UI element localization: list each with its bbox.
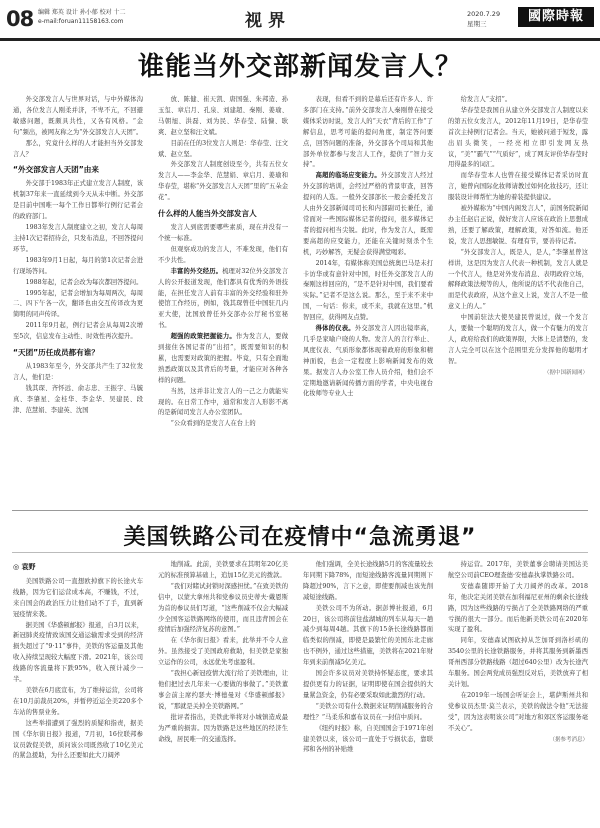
paragraph xyxy=(303,171,433,258)
paragraph xyxy=(158,267,288,332)
paragraph: 那么，究竟什么样的人才能担当外交部发言人？ xyxy=(13,139,143,158)
page-header xyxy=(0,0,600,38)
article2-column-1 xyxy=(13,560,143,822)
paragraph: 从1983年至今，外交部共产生了32位发言人，他们是： xyxy=(13,363,143,381)
paragraph: 但观察成功的发言人，不难发现，他们有不少共性。 xyxy=(158,245,288,264)
headline-divider xyxy=(12,552,588,553)
editor-credits xyxy=(38,8,126,26)
paragraph: 这些举措遭到了强烈的质疑和指责，据美国《华尔街日报》报道，7月初，16位联邦参议员敦促美铁，质问该公司既然收了10亿美元的紧急援助，为什么还要如此大刀阔斧 xyxy=(13,719,143,760)
lead-in: 超强的政策把握能力。 xyxy=(170,333,236,341)
paragraph-text: 外交部发言人经过外交部的培训，会经过严格的背景审查，回答提问的人选。一般外交部部长一般会委托发言人由外交部新闻司司长和内部副司长兼任，通常面对一些国际媒体记者的提问，很多媒体记者的提问相当尖锐。此时，作为发言人，既需要高超的应变能力，还能在关键时刻杀个生机，巧妙解答，无疑会获得满堂喝彩。 xyxy=(303,172,433,256)
paragraph: 外交部于1983年正式建立发言人制度，该机制37年来一直延续到今天从未中断。外交部是目前中国唯一每个工作日都举行例行记者会的政府部门。 xyxy=(13,180,143,221)
header-rule xyxy=(0,38,600,41)
paragraph: 国会许多议员对美铁持怀疑态度，要求其提供更有力的证据，证明即使在国会提供的大量紧急资金，仍有必要采取如此激烈的行动。 xyxy=(303,670,433,699)
article1-column-3 xyxy=(303,95,433,505)
paragraph: 外交部发言人制度创设至今，共有五位女发言人——李金华、范慧娟、章启月、姜瑜和华春莹，堪称“外交部发言人天团”里的“五朵金花”。 xyxy=(158,161,288,202)
paragraph-text: 作为发言人，要做到接住各国记者的“出招”，既需要知识的积累，也需要对政策的把握。毕竟，只有全面地熟悉政策以及其背后的考量，才能应对各种各样的问题。 xyxy=(158,333,288,384)
paragraph: 给发言人“支招”。 xyxy=(460,96,512,103)
paragraph: “公众看到的是发言人在台上的 xyxy=(170,420,256,428)
section-title: 视界 xyxy=(245,11,291,31)
paragraph: 中国前驻法大使吴建民曾说过，做一个发言人，要做一个聪明的发言人，做一个有魅力的发言人，政府给我们的政策界限，大体上是清楚的，发言人完全可以在这个范围里充分发挥他的聪明才智。 xyxy=(448,314,588,365)
paragraph: 持运营。2017年，美铁董事会聘请美国达美航空公司前CEO理查德·安德森执掌铁路公司。 xyxy=(448,561,588,579)
article2-headline: 美国铁路公司在疫情中“急流勇退” xyxy=(123,525,477,550)
paragraph-text: 外交部发言人因出镜率高，几乎是家喻户晓的人物。发言人的言行举止、风度仪表、气质形象都体现着政府的形象和精神面貌，也会一定程度上影响新闻发布的效果。据发言人办公室工作人员介绍，他们会不定期地邀请新闻传播方面的学者，中央电视台化妆师等专业人士 xyxy=(303,325,433,398)
lead-in: 得体的仪表。 xyxy=(315,325,355,333)
paragraph: 在《华尔街日报》看来，此举并不令人意外。虽然接受了美国政府救助，但美铁是家独立运作的公司，永远优先考虑盈利。 xyxy=(158,637,288,667)
paragraph: 批评者指出，美铁此举将对小城镇造成最为严重的损害。因为铁路是这些地区的经济生命线，居民唯一的交通选择。 xyxy=(158,713,288,743)
paragraph: 发言人到底需要哪些素质，现在并没有一个统一标准。 xyxy=(158,224,288,242)
weekday-text: 星期三 xyxy=(467,20,487,28)
paragraph: 在2019年一场国会听证会上，堪萨斯州共和党参议员杰里·莫兰表示，美铁的做法令他“无法接受”，因为这表明该公司“对地方和郊区客运服务毫不关心”。 xyxy=(448,691,588,732)
newspaper-masthead: 國際時報 xyxy=(518,7,594,27)
paragraph: “美铁公司有什么数据来证明削减服务的合理性？”马柔乐和嘉布议员在一封信中质问。 xyxy=(303,702,433,721)
subheading: “天团”历任成员都有谁？ xyxy=(13,348,99,358)
paragraph: 《纽约时报》称，自美国国会于1971年创建美铁以来，该公司一直处于亏损状态，靠联邦和各州的补贴维 xyxy=(303,724,433,754)
paragraph: 1995年起，记者会增加为每周两次，每周二、四下午各一次，翻译也由交互传译改为更简明的同声传译。 xyxy=(13,289,143,319)
editor-credits-line: 编辑 郑英 设计 孙小郁 校对 十二 xyxy=(38,9,126,16)
lead-in: 丰富的外交经历。 xyxy=(170,267,223,275)
paragraph: “外交部发言人，既是人，是人，”李肇星曾这样讲，这是因为发言人代表一种机制，发言人就是一个代言人，他是对外发布消息、表明政府立场，解释政策法规等的人，他所说的话不代表他自己，而是代表政府，从这个意义上说，发言人不是一般意义上的人。” xyxy=(448,248,588,311)
subheading: 什么样的人能当外交部发言人 xyxy=(158,209,257,219)
paragraph: 当然，这并非让发言人的一己之力就能实现的。在日常工作中，通常和发言人形影不离的是新闻司发言人办公室团队。 xyxy=(158,387,288,417)
subheading: “外交部发言人天团”由来 xyxy=(13,165,99,175)
article2-column-3 xyxy=(303,560,433,822)
article1-column-2 xyxy=(158,95,288,505)
paragraph: 钱其琛、齐怀远、俞志忠、王振宇、马毓真、李肇星、金桂华、李金华、吴建民、段津、范慧娟、李建英、沈国 xyxy=(13,384,143,414)
paragraph: 据美国《华盛顿邮报》报道，自3月以来，新冠肺炎疫情致该国交通运输需求受到的经济损失超过了“9·11”事件，美铁的客运量及其他收入持续呈现较大幅度下滑。2021年，该公司线路的客流量将下跌95%，收入预计减少一半。 xyxy=(13,621,143,684)
paragraph-text: 梳理对32位外交部发言人的公开报道发现，他们都具有优秀的外语技能，在担任发言人前有丰富的外交经验和驻外使馆工作经历，例如，钱其琛曾任中国驻几内亚大使，沈国放曾任外交部办公厅秘书室秘书。 xyxy=(158,267,288,330)
paragraph: 美国铁路公司一直想欧掉旗下的长途火车线路，因为它们运营成本高，不赚钱，不过，来自国会的政治压力让他们动不了手，直到新冠疫情来袭。 xyxy=(13,577,143,618)
article2-column-4 xyxy=(448,560,588,822)
paragraph xyxy=(303,324,433,400)
editor-email: e-mail:foruan11158163.com xyxy=(38,18,124,25)
paragraph: 1983年9月1日起，每月的第1次记者会进行现场答问。 xyxy=(13,256,143,275)
article1-column-1 xyxy=(13,95,143,505)
paragraph: 美铁在6月底宣布，为了维持运营，公司将在10月前裁员20%，并暂停近运全美220多个车站的售票业务。 xyxy=(13,686,143,716)
page-number: 08 xyxy=(6,7,34,31)
source-credit: （据参考消息） xyxy=(549,736,588,743)
paragraph: 而华春莹本人也曾在接受媒体记者采访时直言，她曾向国际化妆师请教过如何化妆技巧，还让服装设计师帮忙为她的着装提供建议。 xyxy=(448,172,588,202)
paragraph: 美铁公司不为所动。据彭博社报道，6月20日，该公司将前往盐湖城的列车从每天一趟减少到每周4趟。其旗下的15条长途线路都面临类似的削减，即使是最繁忙的美国东北走廊也不例外，通过这些措施，美铁将在2021年财年到来前削减5亿美元。 xyxy=(303,604,433,667)
lead-in: 高超的临场应变能力。 xyxy=(315,172,381,180)
paragraph: 1983年发言人制度建立之初，发言人每周主持1次记者招待会，只发布消息，不回答提问环节。 xyxy=(13,224,143,253)
issue-date xyxy=(467,9,500,29)
paragraph: 2011年9月起，例行记者会从每周2次增至5次，信息发布主动性、时效性再次提升。 xyxy=(13,322,143,341)
paragraph: 表现，但看不到的是幕后还有许多人、许多部门在支持。”前外交部发言人秦刚曾在接受媒体采访时说，发言人的“天衣”背后的工作“了解信息，思考可能的提问角度，制定答问要点，回答问题的准备，外交部各个司局和其他部外单位都参与发言人工作，提供了“智力支持”。 xyxy=(303,96,433,169)
paragraph: 安德森随即开始了大刀阔斧的改革。2018年，他决定关闭美铁在加利福尼亚州的剩余长途线路，因为这些线路的亏损占了全美铁路网络的严重亏损的很大一部分。而后他新美铁公司在2020年实现了盈利。 xyxy=(448,582,588,634)
article1-headline: 谁能当外交部新闻发言人？ xyxy=(137,52,462,82)
paragraph: 1988年起，记者会改为每次都回答提问。 xyxy=(25,278,143,286)
paragraph: 被外媒称为“中国内阁发言人”，前国务院新闻办主任赵启正说，做好发言人应该在政治上思想成熟，还要了解政策，理解政策，对答如流。他还说，发言人思想敏锐、有理有节，要善待记者。 xyxy=(448,205,588,245)
article2-column-2 xyxy=(158,560,288,822)
paragraph: 2014年，有媒体称美国总统奥巴马是未打卡访华或有意针对中国，时任外交部发言人的秦刚这样回应的，“是不是针对中国，我们要看实际。”记者不是这么说。那么，至于来不来中国，一句话：你来，或不来，我就在这里。”机智回应，获得网友点赞。 xyxy=(303,259,433,322)
paragraph xyxy=(158,332,288,387)
paragraph: 华春莹是我国自从建立外交部发言人制度以来的第五位女发言人，2012年11月19日，是华春莹首次主持例行记者会。当天，她被问道于短发，露出眉头微笑，一经亮相立即引发网友热议，“美”“霸气”“气质好”，成了网友评价华春莹时用得最多的词汇。 xyxy=(448,106,588,169)
author-name: 袁野 xyxy=(21,563,36,571)
paragraph: 同年，安德森试图砍掉从芝加哥到洛杉矶的3540公里的长途铁路服务，并将其服务到新墨西哥州西部分铁路线路（超过640公里）改为长途汽车服务。国会两党成员强烈反对后，美铁放弃了相关计划。 xyxy=(448,637,588,688)
article1-column-4 xyxy=(448,95,588,505)
paragraph: 放、陈健、崔天凯、唐国强、朱邦造、孙玉玺、章启月、孔泉、刘建超、秦刚、姜瑜、马朝旭、洪磊、刘为民、华春莹、陆慷、耿爽、赵立坚和汪文斌。 xyxy=(158,96,288,136)
paragraph: 他们强调，全美长途线路5月的客流量较去年同期下降78%，而短途线路客流量同期则下降超过90%，言下之意，即使要削减也该先削减短途线路。 xyxy=(303,561,433,601)
source-credit: （据中国新闻网） xyxy=(543,369,588,376)
paragraph: 地削减。此前，美铁要求在其明年20亿美元的标准预算基础上，追加15亿美元的拨款。 xyxy=(158,561,288,579)
date-text: 2020.7.29 xyxy=(467,10,501,18)
article2-byline: ◎ 袁野 xyxy=(13,563,36,571)
paragraph: “我们对睹试封锁时深感担忧。”在致美铁的信中，以蒙大拿州共和党参议员史蒂夫·戴恩斯为首的参议员们写道，“这些削减不仅会大幅减少全国客运铁路网络的使用，而且违背国会在疫情后加强经济复苏的意图。” xyxy=(158,582,288,634)
paragraph: 外交部发言人与世界对话，与中外媒体沟通，各位发言人刚柔并济，不卑不亢，不回避敏感问题，既颇具共性，又各有风格。“金句”频出，被网友称之为“外交部发言人天团”。 xyxy=(13,96,143,136)
paragraph: “我担心新冠疫情大流行给了美铁理由，让他们把过去几年来一心要做的事做了。”美铁董事会前主席约瑟夫·博德曼对《华盛顿邮报》说，“那就是关掉全美铁路网。” xyxy=(158,670,288,710)
paragraph: 目前在任的3位发言人则是：华春莹、汪文斌、赵立坚。 xyxy=(158,139,288,158)
article-divider xyxy=(12,510,588,511)
